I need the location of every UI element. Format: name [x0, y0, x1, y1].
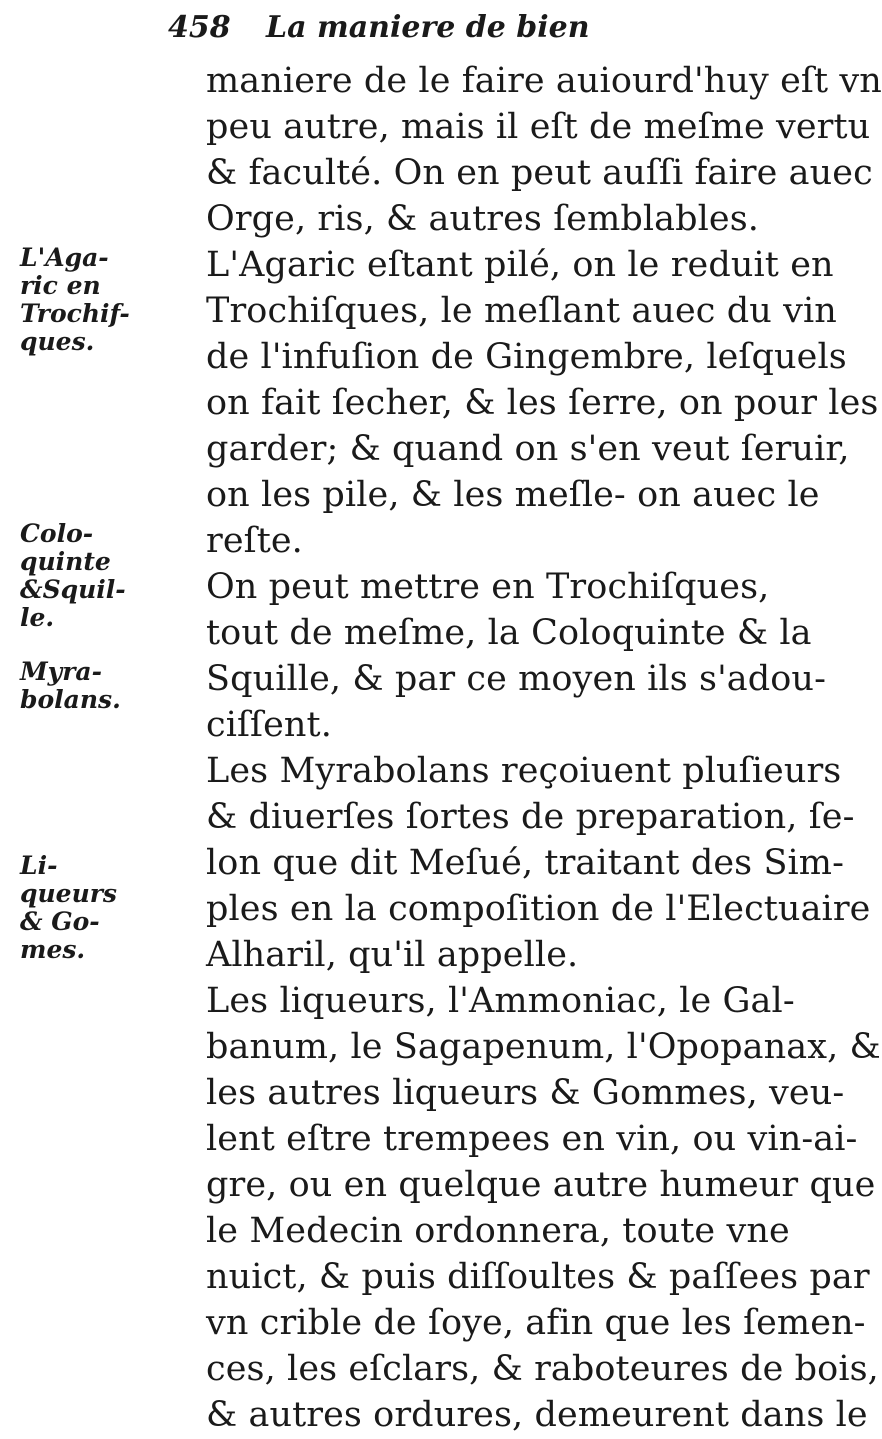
- margin-note-line: ques.: [20, 327, 95, 356]
- margin-note-line: & Go-: [20, 907, 100, 936]
- text-line: lon que dit Meſué, traitant des Sim-: [206, 843, 845, 883]
- text-line: Les liqueurs, l'Ammoniac, le Gal-: [206, 981, 795, 1021]
- text-line: peu autre, mais il eſt de meſme vertu: [206, 107, 871, 147]
- page-number: 458: [168, 10, 231, 45]
- text-line: vn crible de ſoye, afin que les ſemen-: [206, 1303, 866, 1343]
- text-line: ples en la compoſition de l'Electuaire: [206, 889, 871, 929]
- text-line: reſte.: [206, 521, 303, 561]
- text-line: on fait ſecher, & les ſerre, on pour les: [206, 383, 879, 423]
- text-line: Orge, ris, & autres ſemblables.: [206, 199, 760, 239]
- text-line: nuict, & puis diſſoultes & paſſees par: [206, 1257, 870, 1297]
- margin-note-line: queurs: [20, 879, 117, 908]
- text-line: tout de meſme, la Coloquinte & la: [206, 613, 812, 653]
- text-line: L'Agaric eſtant pilé, on le reduit en: [206, 245, 834, 285]
- margin-note-line: mes.: [20, 935, 86, 964]
- margin-note-line: bolans.: [20, 685, 121, 714]
- text-line: & diuerſes ſortes de preparation, ſe-: [206, 797, 855, 837]
- text-line: les autres liqueurs & Gommes, veu-: [206, 1073, 845, 1113]
- margin-note-line: &Squil-: [20, 575, 126, 604]
- text-line: On peut mettre en Trochiſques,: [206, 567, 770, 607]
- text-line: on les pile, & les meſle- on auec le: [206, 475, 820, 515]
- running-title: La maniere de bien: [266, 10, 590, 45]
- text-line: Les Myrabolans reçoiuent pluſieurs: [206, 751, 842, 791]
- margin-note-line: quinte: [20, 547, 111, 576]
- text-line: maniere de le faire auiourd'huy eſt vn: [206, 61, 882, 101]
- text-line: de l'infuſion de Gingembre, leſquels: [206, 337, 847, 377]
- text-line: ces, les eſclars, & raboteures de bois,: [206, 1349, 879, 1389]
- text-line: & autres ordures, demeurent dans le: [206, 1395, 868, 1435]
- text-line: gre, ou en quelque autre humeur que: [206, 1165, 876, 1205]
- text-line: Squille, & par ce moyen ils s'adou-: [206, 659, 826, 699]
- text-line: banum, le Sagapenum, l'Opopanax, &: [206, 1027, 881, 1067]
- margin-note-line: ric en: [20, 271, 101, 300]
- margin-note-line: Trochif-: [20, 299, 130, 328]
- text-line: le Medecin ordonnera, toute vne: [206, 1211, 790, 1251]
- text-line: garder; & quand on s'en veut ſeruir,: [206, 429, 850, 469]
- text-line: lent eſtre trempees en vin, ou vin-ai-: [206, 1119, 858, 1159]
- text-line: ciſſent.: [206, 705, 332, 745]
- page-header: [168, 10, 728, 60]
- margin-note-line: Li-: [20, 851, 58, 880]
- text-line: Alharil, qu'il appelle.: [206, 935, 579, 975]
- margin-note-line: Myra-: [20, 657, 102, 686]
- text-line: Trochiſques, le meſlant auec du vin: [206, 291, 837, 331]
- text-line: & faculté. On en peut auſſi faire auec: [206, 153, 873, 193]
- margin-note-line: le.: [20, 603, 55, 632]
- margin-note-line: L'Aga-: [20, 243, 109, 272]
- margin-note-line: Colo-: [20, 519, 94, 548]
